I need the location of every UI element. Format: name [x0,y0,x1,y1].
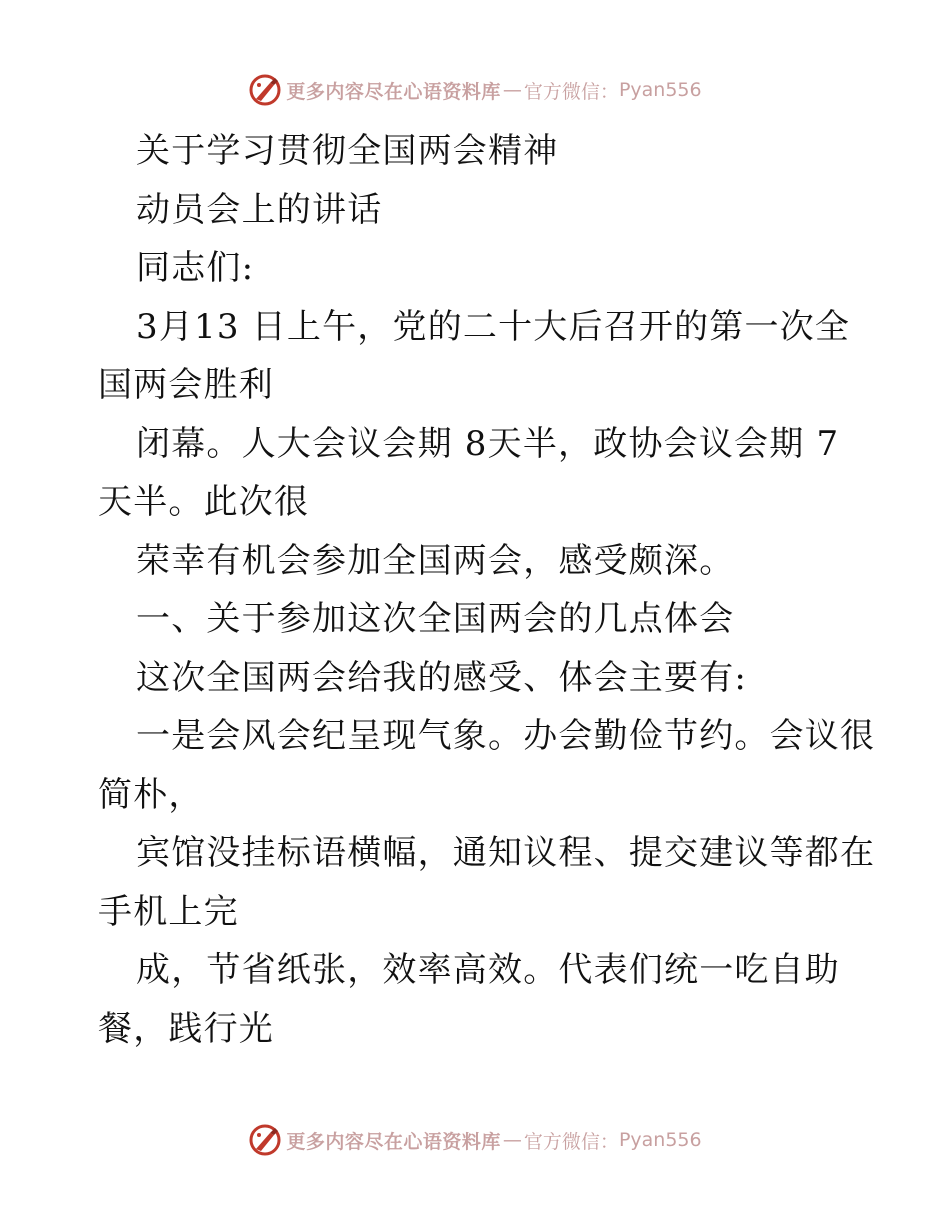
footer-banner-dash: — [502,1129,522,1151]
paragraph-line: 简朴， [98,774,204,815]
document-body [98,122,876,1058]
footer-banner-wechat-id: Pyan556 [618,1129,702,1151]
header-watermark-banner [0,70,950,110]
section-heading: 一、关于参加这次全国两会的几点体会 [136,599,735,639]
footer-banner-wechat-label: 官方微信： [523,1130,619,1153]
pen-logo-icon [248,73,282,107]
paragraph-line: 一是会风会纪呈现气象。办会勤俭节约。会议很 [136,716,876,756]
doc-title-line-1: 关于学习贯彻全国两会精神 [136,131,559,171]
paragraph-line: 国两会胜利 [98,365,274,405]
footer-banner-main-text: 更多内容尽在心语资料库 [286,1130,501,1153]
paragraph-line: 成，节省纸张，效率高效。代表们统一吃自助 [136,950,840,990]
paragraph-line: 这次全国两会给我的感受、体会主要有: [136,657,748,698]
header-banner-main-text: 更多内容尽在心语资料库 [286,80,501,103]
footer-watermark-banner [0,1120,950,1160]
pen-logo-icon [248,1123,282,1157]
salutation: 同志们: [136,248,255,288]
paragraph-line: 天半。此次很 [98,482,310,522]
header-banner-wechat-label: 官方微信： [523,80,619,103]
paragraph-line: 闭幕。人大会议会期 8天半，政协会议会期 7 [136,423,840,464]
paragraph-line: 荣幸有机会参加全国两会，感受颇深。 [136,540,735,581]
header-banner-wechat-id: Pyan556 [618,79,702,101]
doc-title-line-2: 动员会上的讲话 [136,189,383,230]
paragraph-line: 宾馆没挂标语横幅，通知议程、提交建议等都在 [136,833,876,873]
paragraph-line: 3月13 日上午，党的二十大后召开的第一次全 [136,306,851,347]
paragraph-line: 餐，践行光 [98,1008,274,1049]
header-banner-dash: — [502,79,522,101]
paragraph-line: 手机上完 [98,891,239,932]
